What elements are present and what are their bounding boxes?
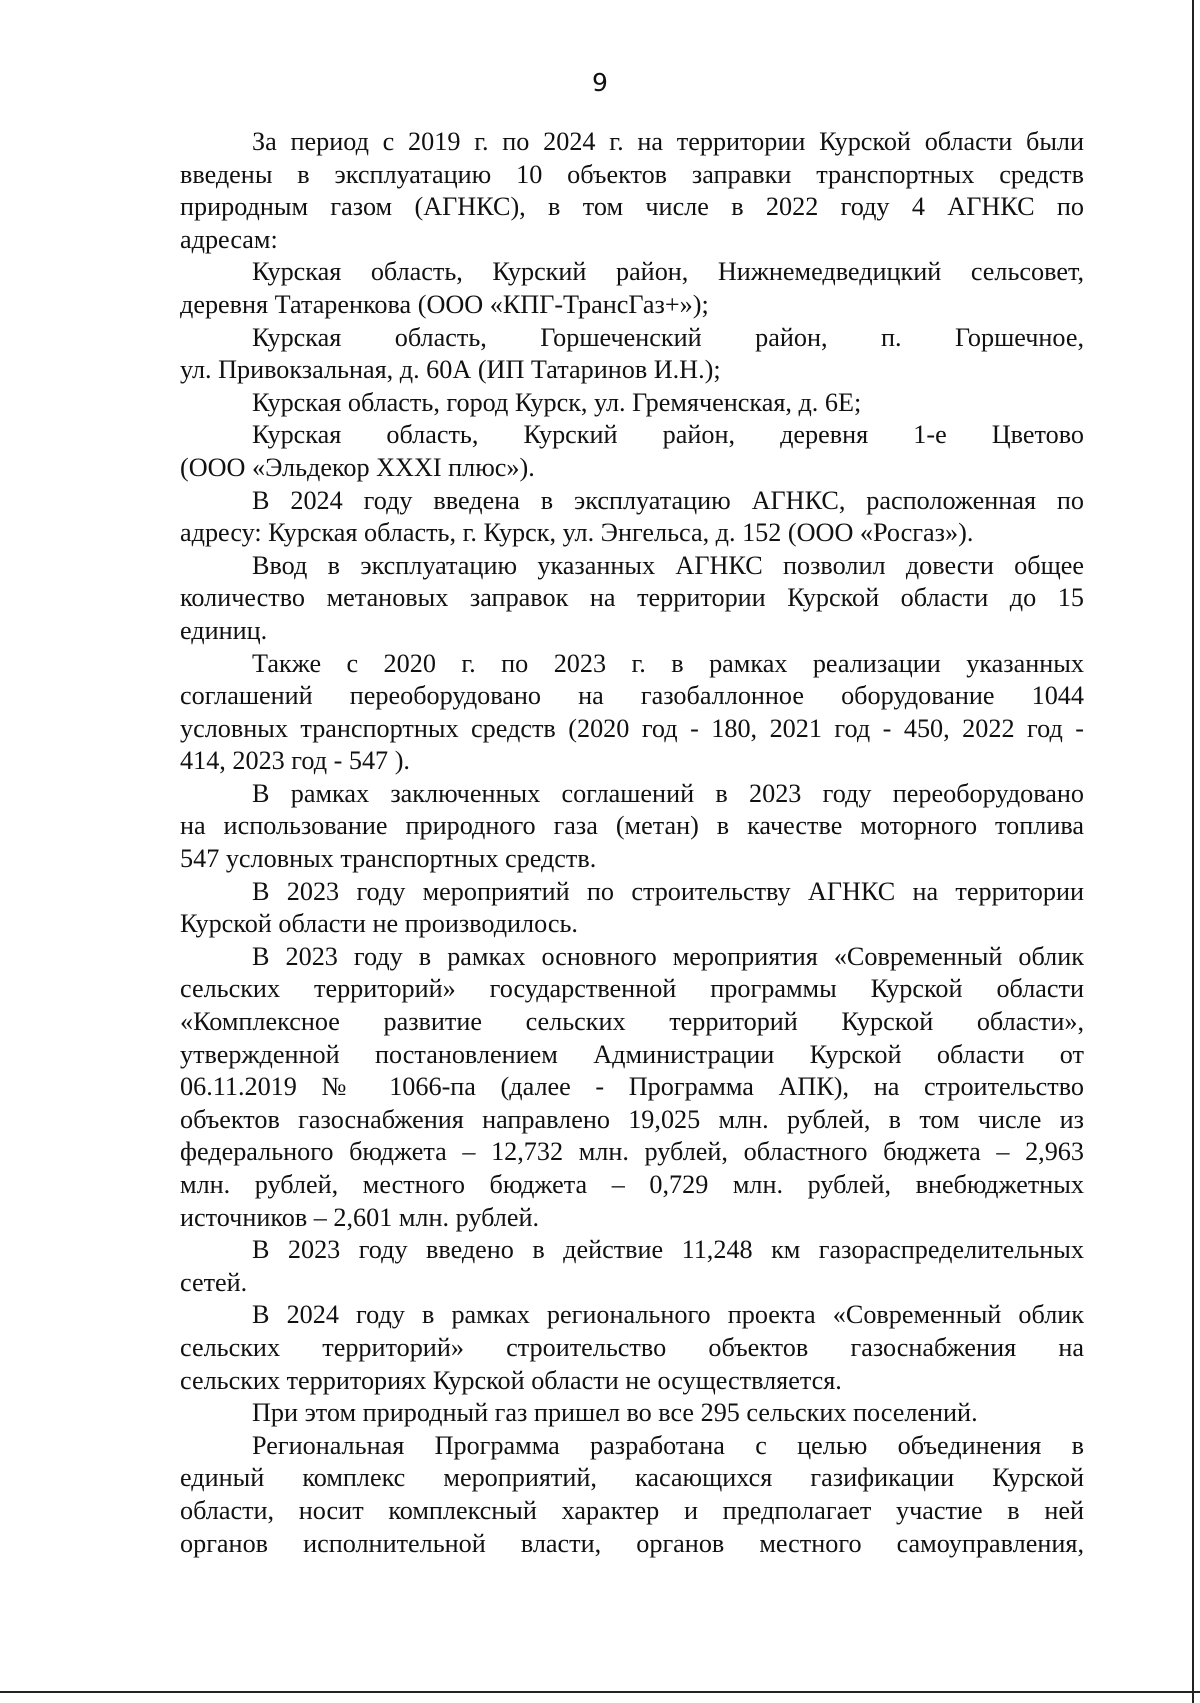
paragraph-all-settlements [180,1397,1084,1430]
text-line: 06.11.2019 № 1066-па (далее - Программа АПК), на строительство [180,1072,1084,1102]
text-line: «Комплексное развитие сельских территорий Курской области», [180,1007,1084,1037]
text-line: Курской области не производилось. [180,909,578,939]
scan-edge-bottom [0,1691,1200,1693]
paragraph-gas-networks-2023 [180,1234,1084,1299]
text-line: 547 условных транспортных средств. [180,844,597,874]
paragraph-methane-stations [180,550,1084,648]
text-line: Курская область, Курский район, Нижнемедведицкий сельсовет, [252,257,1084,287]
text-line: единый комплекс мероприятий, касающихся газификации Курской [180,1463,1084,1493]
text-line: Курская область, Курский район, деревня 1-е Цветово [252,420,1084,450]
paragraph-conversion-2020-2023 [180,648,1084,778]
text-line: федерального бюджета – 12,732 млн. рублей, областного бюджета – 2,963 [180,1137,1084,1167]
text-line: Региональная Программа разработана с целью объединения в [252,1430,1084,1460]
text-line: сельских территорий» государственной программы Курской области [180,974,1084,1004]
text-line: В 2024 году в рамках регионального проекта «Современный облик [252,1300,1084,1330]
paragraph-regional-project-2024 [180,1299,1084,1397]
text-line: соглашений переоборудовано на газобаллонное оборудование 1044 [180,681,1084,711]
paragraph-address-3 [180,387,1084,420]
text-line: Также с 2020 г. по 2023 г. в рамках реализации указанных [252,648,1084,678]
text-line: адресам: [180,224,278,254]
paragraph-address-1 [180,256,1084,321]
text-line: Курская область, Горшеченский район, п. Горшечное, [252,322,1084,352]
paragraph-regional-program [180,1430,1084,1560]
text-line: При этом природный газ пришел во все 295 сельских поселений. [252,1398,978,1428]
text-line: млн. рублей, местного бюджета – 0,729 млн. рублей, внебюджетных [180,1170,1084,1199]
text-line: деревня Татаренкова (ООО «КПГ-ТрансГаз+»); [180,289,709,319]
text-line: ул. Привокзальная, д. 60А (ИП Татаринов И.Н.); [180,355,721,385]
paragraph-conversion-2023 [180,778,1084,876]
text-line: адресу: Курская область, г. Курск, ул. Энгельса, д. 152 (ООО «Росгаз»). [180,518,974,548]
page-number: 9 [592,68,608,97]
paragraph-address-4 [180,419,1084,484]
text-line: В 2023 году в рамках основного мероприятия «Современный облик [252,941,1084,971]
text-line: объектов газоснабжения направлено 19,025 млн. рублей, в том числе из [180,1104,1084,1134]
text-line: (ООО «Эльдекор XXXI плюс»). [180,452,535,482]
text-line: Ввод в эксплуатацию указанных АГНКС позволил довести общее [252,550,1084,580]
text-line: введены в эксплуатацию 10 объектов заправки транспортных средств [180,159,1084,189]
document-body [180,126,1084,1560]
paragraph-no-construction-2023 [180,876,1084,941]
text-line: 414, 2023 год - 547 ). [180,746,410,776]
text-line: За период с 2019 г. по 2024 г. на территории Курской области были [252,127,1084,156]
text-line: на использование природного газа (метан) в качестве моторного топлива [180,811,1084,841]
text-line: В 2024 году введена в эксплуатацию АГНКС, расположенная по [252,485,1084,515]
text-line: сетей. [180,1267,248,1297]
text-line: В рамках заключенных соглашений в 2023 году переоборудовано [252,778,1084,808]
text-line: области, носит комплексный характер и предполагает участие в ней [180,1495,1084,1525]
text-line: количество метановых заправок на территории Курской области до 15 [180,583,1084,613]
paragraph-2024-agnks [180,485,1084,550]
text-line: сельских территорий» строительство объектов газоснабжения на [180,1332,1084,1362]
text-line: утвержденной постановлением Администрации Курской области от [180,1039,1084,1069]
text-line: источников – 2,601 млн. рублей. [180,1202,540,1232]
paragraph-agnks-period [180,126,1084,256]
text-line: органов исполнительной власти, органов местного самоуправления, [180,1528,1084,1558]
scan-edge-right [1192,0,1194,1703]
paragraph-address-2 [180,322,1084,387]
text-line: сельских территориях Курской области не осуществляется. [180,1365,842,1395]
text-line: В 2023 году введено в действие 11,248 км газораспределительных [252,1235,1084,1265]
text-line: единиц. [180,615,268,645]
text-line: природным газом (АГНКС), в том числе в 2022 году 4 АГНКС по [180,192,1084,222]
text-line: В 2023 году мероприятий по строительству АГНКС на территории [252,876,1084,906]
text-line: условных транспортных средств (2020 год - 180, 2021 год - 450, 2022 год - [180,713,1084,743]
paragraph-rural-program-funding [180,941,1084,1234]
text-line: Курская область, город Курск, ул. Гремяченская, д. 6Е; [252,387,862,417]
